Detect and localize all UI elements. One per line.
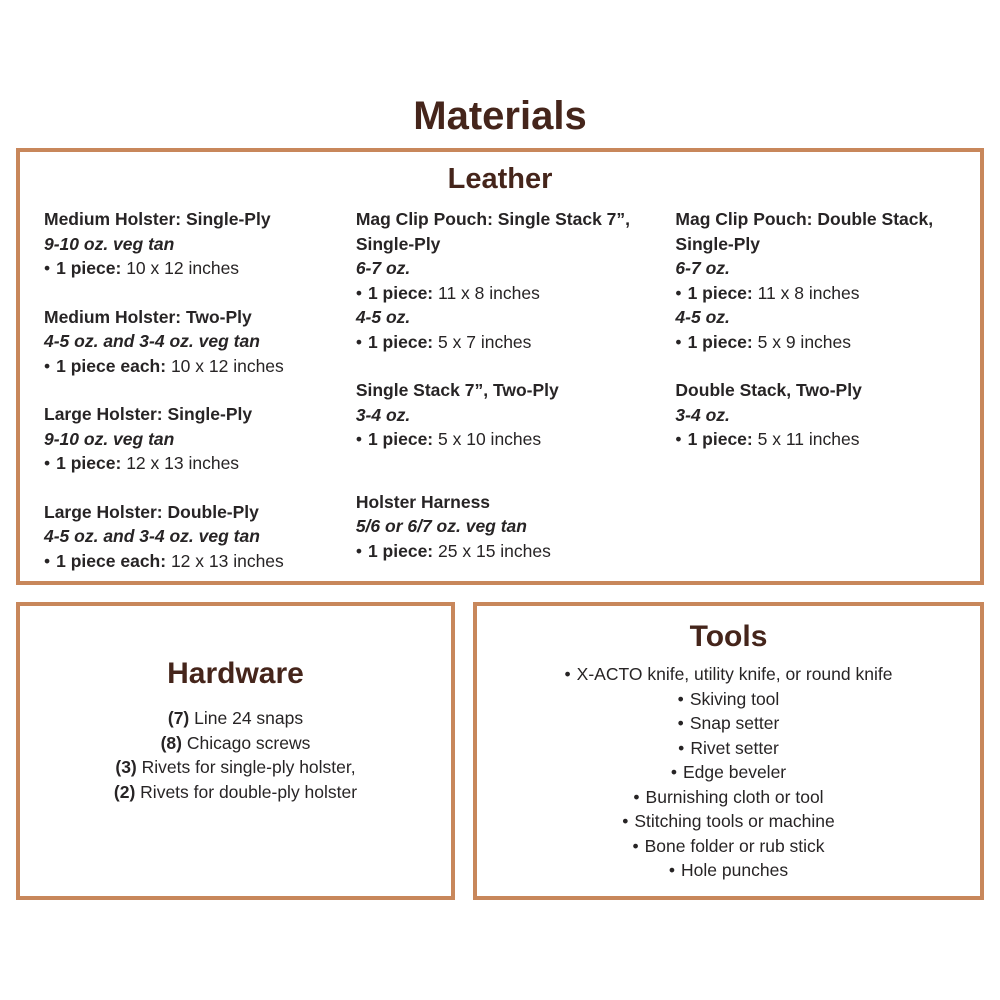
- hardware-line-rivets-single-ply: [20, 755, 451, 780]
- leather-weight: 4-5 oz.: [675, 307, 730, 327]
- item-name: Mag Clip Pouch: Single Stack 7”, Single-Ply: [355, 209, 631, 254]
- tool-item-knife: [477, 662, 980, 687]
- bullet-icon: •: [670, 762, 677, 782]
- item-name: Single Stack 7”, Two-Ply: [355, 380, 559, 400]
- bullet-icon: •: [355, 540, 362, 561]
- hardware-line-rivets-double-ply: [20, 780, 451, 805]
- piece-spec: [675, 427, 958, 452]
- bullet-icon: •: [675, 429, 682, 449]
- bullet-icon: •: [355, 429, 362, 449]
- leather-weight: 5/6 or 6/7 oz. veg tan: [355, 516, 527, 536]
- hardware-line-chicago-screws: [20, 731, 451, 756]
- leather-weight: 3-4 oz.: [355, 404, 411, 425]
- tool-text: X-ACTO knife, utility knife, or round knife: [576, 664, 893, 684]
- leather-section: [16, 148, 984, 585]
- leather-weight: 9-10 oz. veg tan: [44, 428, 175, 449]
- piece-value: 12 x 13 inches: [126, 453, 240, 473]
- hardware-text: Line 24 snaps: [194, 708, 304, 728]
- piece-spec: [44, 451, 356, 476]
- leather-weight: 3-4 oz.: [675, 404, 730, 425]
- piece-spec: [356, 427, 636, 452]
- piece-label: 1 piece:: [687, 429, 753, 449]
- item-name: Large Holster: Single-Ply: [44, 404, 253, 424]
- piece-spec: [356, 539, 636, 564]
- tool-item-bone-folder: [477, 834, 980, 859]
- hardware-qty: (8): [160, 732, 182, 753]
- bullet-icon: •: [632, 835, 639, 856]
- bullet-icon: •: [677, 688, 684, 709]
- piece-label: 1 piece:: [367, 540, 434, 561]
- tool-text: Snap setter: [689, 713, 780, 733]
- piece-value: 5 x 9 inches: [757, 331, 852, 352]
- item-name: Double Stack, Two-Ply: [675, 380, 862, 400]
- item-name: Large Holster: Double-Ply: [44, 501, 259, 522]
- tool-text: Burnishing cloth or tool: [645, 786, 824, 807]
- piece-value: 25 x 15 inches: [438, 540, 551, 561]
- tools-section-title: Tools: [689, 620, 768, 653]
- piece-value: 12 x 13 inches: [170, 550, 284, 571]
- tool-item-rivet-setter: [477, 736, 980, 761]
- piece-value: 5 x 10 inches: [438, 429, 542, 449]
- bullet-icon: •: [44, 453, 51, 473]
- hardware-qty: (3): [115, 757, 137, 777]
- leather-item-mag-clip-single-stack: [356, 207, 636, 354]
- tool-text: Rivet setter: [690, 737, 779, 758]
- item-name: Medium Holster: Single-Ply: [44, 209, 271, 229]
- hardware-qty: (7): [167, 708, 190, 728]
- tool-text: Bone folder or rub stick: [644, 835, 825, 856]
- piece-value: 5 x 11 inches: [757, 429, 860, 449]
- tool-item-burnishing-cloth: [477, 785, 980, 810]
- tool-item-stitching-tools: [477, 809, 980, 834]
- piece-label: 1 piece each:: [56, 550, 167, 571]
- leather-column-middle: [356, 207, 676, 597]
- tool-item-skiving-tool: [477, 687, 980, 712]
- piece-value: 5 x 7 inches: [438, 331, 532, 352]
- bullet-icon: •: [355, 282, 362, 303]
- leather-item-large-holster-single-ply: [44, 402, 356, 476]
- piece-label: 1 piece:: [56, 258, 122, 278]
- bullet-icon: •: [564, 664, 571, 684]
- bullet-icon: •: [622, 811, 629, 831]
- leather-column-right: [675, 207, 958, 597]
- item-name: Holster Harness: [355, 491, 491, 512]
- hardware-section-title: Hardware: [167, 657, 304, 690]
- piece-spec: [44, 549, 356, 574]
- tool-item-hole-punches: [477, 858, 980, 883]
- bullet-icon: •: [668, 860, 676, 880]
- hardware-section: [16, 602, 455, 900]
- bullet-icon: •: [678, 737, 685, 758]
- piece-label: 1 piece:: [687, 282, 753, 303]
- leather-item-single-stack-two-ply: [356, 378, 636, 452]
- hardware-text: Chicago screws: [186, 732, 311, 753]
- piece-label: 1 piece:: [367, 331, 434, 352]
- tools-section: [473, 602, 984, 900]
- leather-weight: 4-5 oz.: [355, 307, 411, 327]
- piece-spec: [44, 354, 356, 379]
- leather-weight: 4-5 oz. and 3-4 oz. veg tan: [44, 526, 260, 546]
- leather-weight: 4-5 oz. and 3-4 oz. veg tan: [44, 331, 260, 351]
- piece-spec: [356, 330, 636, 355]
- bullet-icon: •: [677, 713, 684, 733]
- leather-item-large-holster-double-ply: [44, 500, 356, 574]
- leather-weight: 6-7 oz.: [675, 258, 730, 278]
- piece-spec: [356, 281, 636, 306]
- hardware-line-snaps: [20, 706, 451, 731]
- leather-columns: [20, 197, 980, 597]
- tool-text: Hole punches: [681, 860, 789, 880]
- piece-label: 1 piece:: [367, 282, 434, 303]
- bullet-icon: •: [355, 331, 362, 352]
- leather-item-holster-harness: [356, 490, 636, 564]
- page-title: Materials: [413, 94, 587, 138]
- bullet-icon: •: [44, 355, 51, 376]
- tool-item-edge-beveler: [477, 760, 980, 785]
- piece-value: 11 x 8 inches: [757, 282, 860, 303]
- hardware-text: Rivets for double-ply holster: [140, 781, 358, 802]
- piece-label: 1 piece each:: [56, 355, 167, 376]
- leather-item-medium-holster-single-ply: [44, 207, 356, 281]
- piece-spec: [44, 256, 356, 281]
- piece-label: 1 piece:: [367, 429, 434, 449]
- bullet-icon: •: [675, 331, 682, 352]
- piece-label: 1 piece:: [56, 453, 122, 473]
- hardware-qty: (2): [113, 781, 136, 802]
- leather-item-double-stack-two-ply: [675, 378, 958, 452]
- item-name: Mag Clip Pouch: Double Stack, Single-Ply: [675, 209, 934, 254]
- hardware-text: Rivets for single-ply holster,: [141, 757, 356, 777]
- piece-label: 1 piece:: [687, 331, 753, 352]
- bullet-icon: •: [44, 258, 51, 278]
- piece-spec: [675, 281, 958, 306]
- leather-column-left: [44, 207, 356, 597]
- leather-section-title: Leather: [447, 163, 553, 195]
- bullet-icon: •: [44, 550, 51, 571]
- item-name: Medium Holster: Two-Ply: [44, 306, 252, 327]
- piece-spec: [675, 330, 958, 355]
- tool-item-snap-setter: [477, 711, 980, 736]
- tool-text: Skiving tool: [689, 688, 780, 709]
- leather-weight: 9-10 oz. veg tan: [44, 233, 175, 254]
- leather-weight: 6-7 oz.: [355, 258, 411, 278]
- piece-value: 10 x 12 inches: [170, 355, 284, 376]
- tool-text: Edge beveler: [683, 762, 787, 782]
- leather-item-medium-holster-two-ply: [44, 305, 356, 379]
- piece-value: 11 x 8 inches: [438, 282, 540, 303]
- piece-value: 10 x 12 inches: [126, 258, 240, 278]
- bullet-icon: •: [675, 282, 682, 303]
- leather-item-mag-clip-double-stack: [675, 207, 958, 354]
- bullet-icon: •: [633, 786, 640, 807]
- tool-text: Stitching tools or machine: [634, 811, 835, 831]
